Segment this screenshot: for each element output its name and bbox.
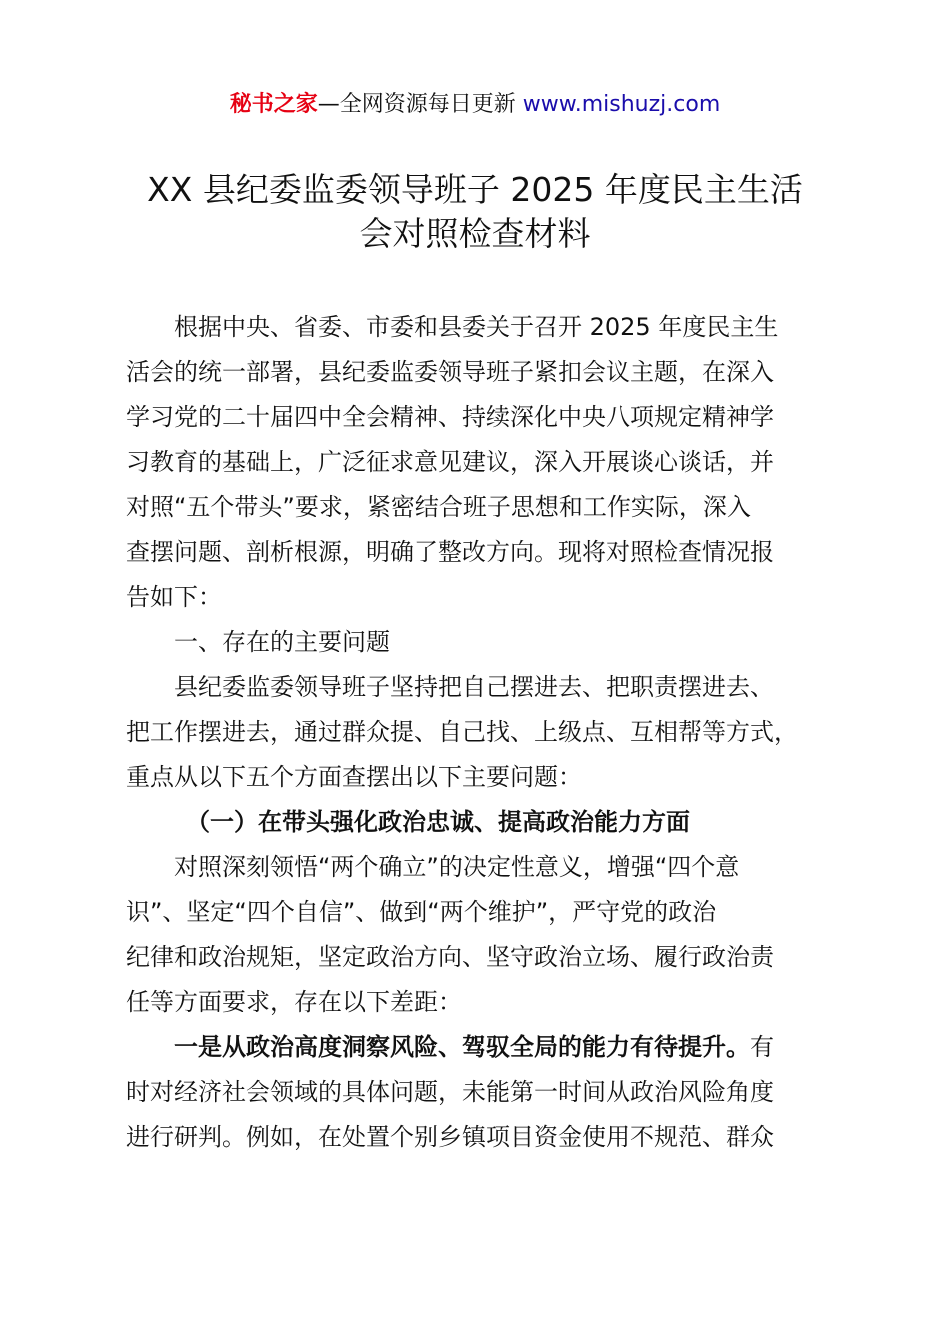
text-line: 纪律和政治规矩，坚定政治方向、坚守政治立场、履行政治责 [126,943,774,971]
document-body [126,305,832,1160]
text-line: 县纪委监委领导班子坚持把自己摆进去、把职责摆进去、 [174,673,774,701]
paragraph-requirements [126,845,832,1025]
text-line: 把工作摆进去，通过群众提、自己找、上级点、互相帮等方式， [126,718,798,746]
text-line: 识”、坚定“四个自信”、做到“两个维护”，严守党的政治 [126,898,717,926]
site-header [0,90,950,120]
title-line-1: XX 县纪委监委领导班子 2025 年度民主生活 [147,170,803,209]
title-line-2: 会对照检查材料 [359,214,591,253]
text-line: 告如下： [126,583,222,611]
document-title [100,168,850,256]
issue-lead-sentence: 一是从政治高度洞察风险、驾驭全局的能力有待提升。 [174,1033,750,1061]
text-line: 习教育的基础上，广泛征求意见建议，深入开展谈心谈话，并 [126,448,774,476]
site-url-link[interactable]: www.mishuzj.com [522,92,721,117]
issue-text-start: 有 [750,1033,774,1061]
text-line: 进行研判。例如，在处置个别乡镇项目资金使用不规范、群众 [126,1123,774,1151]
text-line: 对照深刻领悟“两个确立”的决定性意义，增强“四个意 [174,853,740,881]
text-line: 任等方面要求，存在以下差距： [126,988,462,1016]
text-line: 查摆问题、剖析根源，明确了整改方向。现将对照检查情况报 [126,538,774,566]
text-line: 根据中央、省委、市委和县委关于召开 2025 年度民主生 [174,313,779,341]
paragraph-overview [126,665,832,800]
text-line: 活会的统一部署，县纪委监委领导班子紧扣会议主题，在深入 [126,358,774,386]
text-line: 时对经济社会领域的具体问题，未能第一时间从政治风险角度 [126,1078,774,1106]
subsection-heading: （一）在带头强化政治忠诚、提高政治能力方面 [186,808,690,836]
text-line: 对照“五个带头”要求，紧密结合班子思想和工作实际，深入 [126,493,751,521]
text-line: 重点从以下五个方面查摆出以下主要问题： [126,763,582,791]
brand-name: 秘书之家 [229,92,318,117]
section-heading: 一、存在的主要问题 [174,628,390,656]
header-tagline: —全网资源每日更新 [317,92,523,117]
text-line: 学习党的二十届四中全会精神、持续深化中央八项规定精神学 [126,403,774,431]
text-line [126,1025,832,1070]
paragraph-intro [126,305,832,620]
paragraph-issue-one [126,1025,832,1160]
